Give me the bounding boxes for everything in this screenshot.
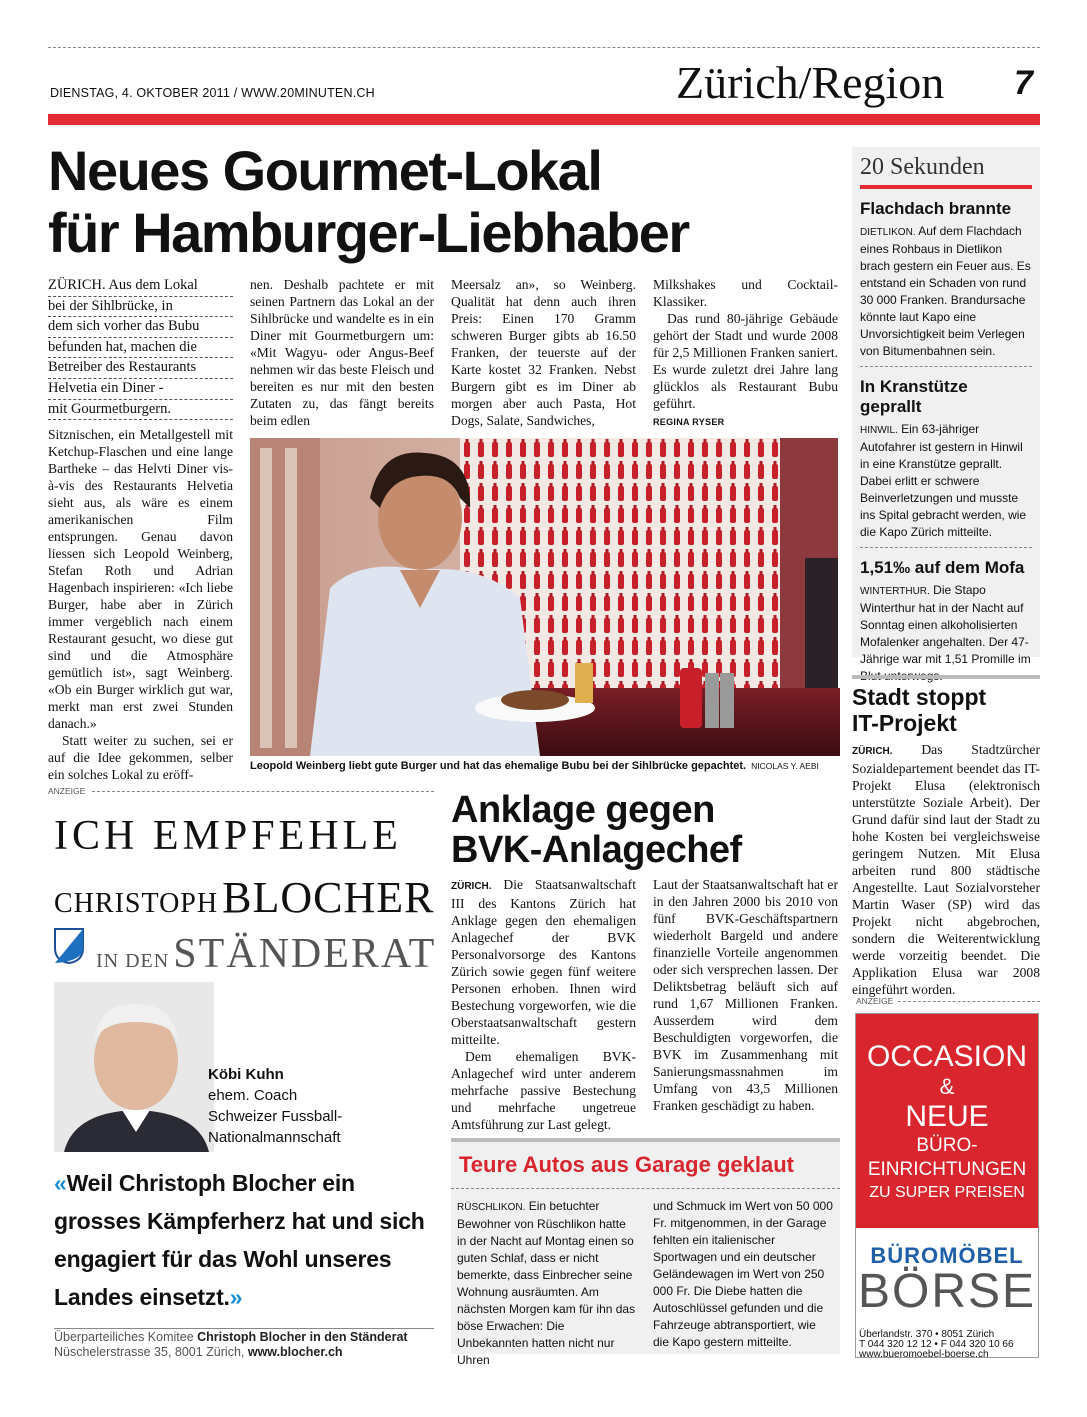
- bvk-col1-p1: Die Staatsanwaltschaft III des Kantons Zürich hat Anklage gegen den ehemaligen Anlagechef der BVK Personalvorsorge des Kantons Zürich sowie gegen fünf weitere Personen erhoben. Ihnen wird Bestechung vorgeworfen, wie die Oberstaatsanwaltschaft gestern mitteilte.: [451, 877, 636, 1047]
- ad-quote: [54, 1164, 434, 1316]
- ad-quote-text: Weil Christoph Blocher ein grosses Kämpferherz hat und sich engagiert für das Wohl unseres Landes einsetzt.: [54, 1170, 425, 1310]
- ad-staenderat: STÄNDERAT: [173, 931, 437, 977]
- place-label: RÜSCHLIKON.: [457, 1202, 526, 1213]
- car-col2: [653, 1198, 835, 1351]
- diner-photo-illustration: [250, 438, 838, 756]
- sidebar-item-text: [860, 582, 1032, 685]
- anzeige-label-right: ANZEIGE: [856, 996, 894, 1006]
- ad-candidate-name: [54, 872, 434, 923]
- main-col4-p2: Das rund 80-jährige Gebäude gehört der Stadt und wurde 2008 für 2,5 Millionen Franken saniert. Es wurde zuletzt drei Jahre lang glücklos als Restaurant Bubu geführt.: [653, 311, 838, 411]
- lead-line: dem sich vorher das Bubu: [48, 317, 233, 338]
- sidebar-title: 20 Sekunden: [860, 154, 985, 180]
- ad-footer-address: Nüschelerstrasse 35, 8001 Zürich,: [54, 1345, 245, 1359]
- main-lead: [48, 276, 233, 420]
- place-label: ZÜRICH.: [451, 881, 492, 892]
- main-col3-text: Meersalz an», so Weinberg. Qualität hat denn auch ihren Preis: Einen 170 Gramm schweren Burger gibts ab 16.50 Franken, der teuerste auf der Karte kostet 32 Franken. Nebst Burgern gibt es im Diner ab morgen aber auch Pasta, Hot Dogs, Salate, Sandwiches,: [451, 277, 636, 428]
- ad-person-name: Köbi Kuhn: [208, 1066, 284, 1083]
- caption-text: Leopold Weinberg liebt gute Burger und hat das ehemalige Bubu bei der Sihlbrücke gepachtet.: [250, 760, 747, 772]
- ad-person-role: Nationalmannschaft: [208, 1129, 341, 1146]
- ad-website-link[interactable]: www.bueromoebel-boerse.ch: [859, 1349, 989, 1360]
- ad-contact: [859, 1330, 1037, 1360]
- car-headline: Teure Autos aus Garage geklaut: [459, 1152, 794, 1177]
- it-article-body: [852, 741, 1040, 997]
- item-body: Ein 63-jähriger Autofahrer ist gestern in Hinwil in eine Kranstütze geprallt. Dabei erlitt er schwere Beinverletzungen und musste ins Spital gebracht werden, wie die Kapo Zürich mitteilte.: [860, 422, 1027, 539]
- car-headline-rule: [451, 1188, 840, 1189]
- car-col2-text: und Schmuck im Wert von 50 000 Fr. mitgenommen, in der Garage fehlten ein italienischer Sportwagen und ein deutscher Geländewagen im Wert von 250 000 Fr. Die Diebe hatten die Autoschlüssel gefunden und die Fahrzeuge abtransportiert, wie die Kapo gestern mitteilte.: [653, 1199, 833, 1349]
- lead-line: Betreiber des Restaurants: [48, 358, 233, 379]
- sidebar-separator: [860, 366, 1032, 367]
- place-label: WINTERTHUR.: [860, 586, 930, 597]
- ad-name-first: CHRISTOPH: [54, 888, 219, 919]
- sidebar-item: [860, 377, 1032, 548]
- koebi-kuhn-portrait: [54, 982, 214, 1152]
- main-col1-p2: Statt weiter zu suchen, sei er auf die Idee gekommen, selber ein solches Lokal zu eröff-: [48, 733, 233, 782]
- page-number: 7: [1014, 64, 1033, 102]
- ad-occasion: OCCASION: [866, 1040, 1028, 1073]
- ad-logo-top: BÜROMÖBEL: [870, 1243, 1024, 1268]
- ad-buero: BÜRO-: [916, 1135, 978, 1156]
- bvk-col1: [451, 876, 636, 1132]
- quote-close-mark: »: [229, 1284, 243, 1310]
- main-col1: [48, 426, 233, 782]
- sidebar-item: [860, 199, 1032, 367]
- sidebar-item-head: Flachdach brannte: [860, 199, 1012, 218]
- main-col2-text: nen. Deshalb pachtete er mit seinen Partnern das Lokal an der Sihlbrücke und wandelte es in ein Diner mit Gourmetburgern um: «Mit Wagyu- oder Angus-Beef nehmen wir das beste Fleisch und bereiten es nur mit den besten Zutaten zu, das fängt bereits beim edlen: [250, 277, 434, 428]
- ad-address: Überlandstr. 370 • 8051 Zürich: [859, 1329, 995, 1340]
- car-col1-text: Ein betuchter Bewohner von Rüschlikon hatte in der Nacht auf Montag einen so guten Schlaf, dass er nicht bemerkte, dass Einbrecher seine Wohnung ausräumten. Am nächsten Morgen kam für ihn das böse Erwachen: Die Unbekannten hatten nicht nur Uhren: [457, 1199, 636, 1367]
- place-label: ZÜRICH.: [852, 746, 893, 757]
- ad-blocher[interactable]: [48, 800, 437, 1360]
- lead-line: ZÜRICH. Aus dem Lokal: [48, 276, 233, 297]
- main-headline-line1: Neues Gourmet-Lokal: [48, 139, 602, 202]
- section-title: Zürich/Region: [676, 57, 945, 108]
- sidebar-item-head: In Kranstütze geprallt: [860, 377, 968, 416]
- ad-ampersand: &: [939, 1074, 955, 1099]
- sidebar-item-text: [860, 223, 1032, 360]
- bvk-col1-p2: Dem ehemaligen BVK-Anlagechef wird unter anderem mehrfache passive Bestechung und mehrfache ungetreue Amtsführung zur Last gelegt.: [451, 1049, 636, 1132]
- bvk-headline-line2: BVK-Anlagechef: [451, 829, 742, 871]
- zurich-coat-of-arms-icon: [54, 928, 84, 964]
- header-red-rule: [48, 114, 1040, 125]
- anzeige-label: ANZEIGE: [48, 786, 86, 796]
- main-col3: [451, 276, 636, 426]
- item-body: Auf dem Flachdach eines Rohbaus in Dietlikon brach gestern ein Feuer aus. Es entstand ein Schaden von rund 30 000 Franken. Brandursache könnte laut Kapo eine Unvorsichtigkeit beim Verlegen von Bitumenbahnen sein.: [860, 224, 1031, 358]
- ad-footer-committee-name: Christoph Blocher in den Ständerat: [197, 1330, 408, 1344]
- ad-red-block: [856, 1014, 1038, 1228]
- it-headline-line1: Stadt stoppt: [852, 684, 987, 710]
- bvk-col2: [653, 876, 838, 1126]
- bvk-col2-text: Laut der Staatsanwaltschaft hat er in den Jahren 2000 bis 2010 von fünf BVK-Geschäftspartnern wiederholt Bargeld und andere finanzielle Vorteile angenommen oder sich versprechen lassen. Der Deliktsbetrag beläuft sich auf rund 1,67 Millionen Franken. Ausserdem wird dem Beschuldigten vorgeworfen, die BVK im Zusammenhang mit Sanierungsmassnahmen im Umfang von 43,5 Millionen Franken geschädigt zu haben.: [653, 877, 838, 1113]
- ad-person-role: ehem. Coach: [208, 1087, 298, 1104]
- ad-footer-rule: [54, 1328, 434, 1329]
- main-col1-p1: Sitznischen, ein Metallgestell mit Ketchup-Flaschen und eine lange Bartheke – das Helvti Diner vis-à-vis des Restaurants Helvetia sieht aus, als wäre es einem amerikanischen Film entsprungen. Genau davon liessen sich Leopold Weinberg, Stefan Roth und Adrian Hagenbach inspirieren: «Ich liebe Burger, habe aber in Zürich immer vergeblich nach einem Restaurant gesucht, wo diese gut sind und die Atmosphäre gemütlich ist», sagt Weinberg. «Ob ein Burger wirklich gut war, merkt man erst zwei Stunden danach.»: [48, 427, 233, 731]
- ad-logo: [856, 1244, 1038, 1316]
- it-body-text: Das Stadtzürcher Sozialdepartement beendet das IT-Projekt Elusa (elektronisch unterstützte Soziale Arbeit). Der Grund dafür sind laut der Stadt zu hohe Kosten bei vergleichsweise geringem Nutzen. Mit Elusa arbeiten rund 800 städtische Angestellte. Laut Sozialvorsteher Martin Waser (SP) wird das Projekt nicht abgebrochen, sondern die Weiterentwicklung werde vorzeitig beendet. Die Applikation Elusa war 2008 eingeführt worden.: [852, 742, 1040, 997]
- main-headline: [48, 140, 838, 264]
- ad-name-last: BLOCHER: [222, 873, 435, 922]
- photo-credit: NICOLAS Y. AEBI: [751, 761, 819, 771]
- it-headline: [852, 684, 1040, 736]
- ad-footer: [54, 1330, 408, 1360]
- lead-line: Helvetia ein Diner -: [48, 379, 233, 400]
- ad-ich-empfehle: ICH EMPFEHLE: [54, 813, 402, 859]
- lead-line: bei der Sihlbrücke, in: [48, 297, 233, 318]
- ad-einrichtungen: EINRICHTUNGEN: [867, 1159, 1027, 1180]
- sidebar-20-sekunden: [852, 147, 1040, 666]
- ad-in-den: IN DEN: [96, 950, 170, 972]
- place-label: DIETLIKON.: [860, 227, 916, 238]
- bvk-headline-line1: Anklage gegen: [451, 789, 715, 831]
- main-photo: [250, 438, 838, 756]
- ad-staenderat-line: [96, 930, 436, 978]
- car-article-top-rule: [451, 1138, 840, 1142]
- car-article: [451, 1138, 840, 1367]
- main-col2: [250, 276, 434, 426]
- sidebar-separator: [860, 547, 1032, 548]
- place-label: HINWIL.: [860, 425, 898, 436]
- ad-bueromoebel[interactable]: [855, 1013, 1039, 1358]
- it-headline-line2: IT-Projekt: [852, 710, 957, 736]
- item-body: Die Stapo Winterthur hat in der Nacht auf Sonntag einen alkoholisierten Mofalenker angehalten. Der 47-Jährige war mit 1,51 Promille im: [860, 583, 1031, 666]
- ad-footer-committee: Überparteiliches Komitee: [54, 1330, 194, 1344]
- main-col4: [653, 276, 838, 426]
- ad-logo-bottom: BÖRSE: [857, 1265, 1037, 1318]
- ad-person-role: Schweizer Fussball-: [208, 1108, 343, 1125]
- sidebar-item: [860, 558, 1032, 685]
- ad-footer-website-link[interactable]: www.blocher.ch: [247, 1345, 343, 1359]
- sidebar-title-rule: [860, 185, 1032, 189]
- ad-phone: T 044 320 12 12 • F 044 320 10 66: [859, 1339, 1014, 1350]
- car-col1: [457, 1198, 637, 1369]
- ad-super-preisen: ZU SUPER PREISEN: [869, 1184, 1025, 1201]
- author-byline: REGINA RYSER: [653, 417, 725, 427]
- photo-caption: [250, 760, 838, 772]
- sidebar-item-text: [860, 421, 1032, 541]
- date-line: DIENSTAG, 4. OKTOBER 2011 / WWW.20MINUTEN.CH: [50, 86, 375, 100]
- quote-open-mark: «: [54, 1170, 67, 1196]
- bvk-headline: [451, 790, 841, 870]
- main-headline-line2: für Hamburger-Liebhaber: [48, 201, 689, 264]
- ad-neue: NEUE: [905, 1100, 989, 1133]
- main-col4-p1: Milkshakes und Cocktail-Klassiker.: [653, 277, 838, 309]
- it-article-top-rule: [852, 675, 1040, 679]
- ad-person-info: [208, 1064, 342, 1148]
- lead-line: mit Gourmetburgern.: [48, 400, 233, 421]
- sidebar-item-head: 1,51‰ auf dem Mofa: [860, 558, 1025, 577]
- lead-line: befunden hat, machen die: [48, 338, 233, 359]
